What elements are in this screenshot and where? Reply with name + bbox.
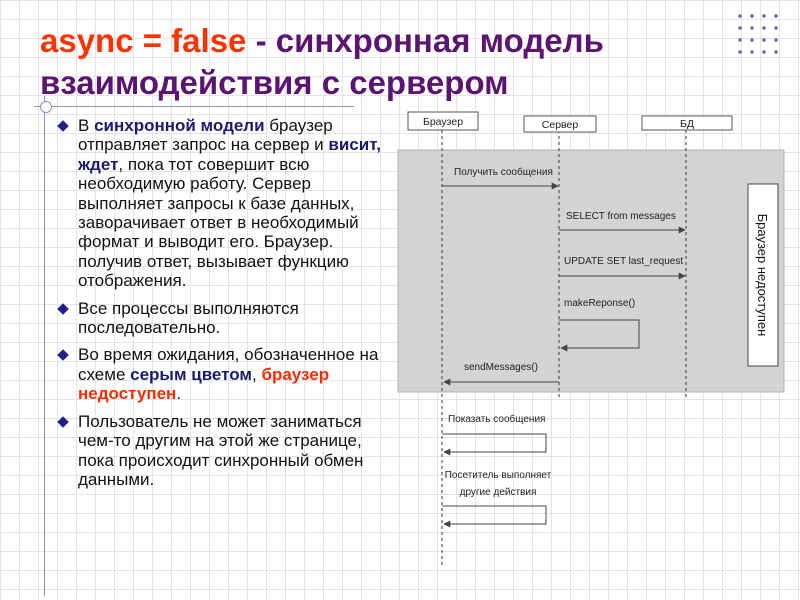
msg-select-label: SELECT from messages	[566, 211, 676, 222]
bullet-text-part: , пока тот совершит всю необходимую работу. Сервер выполняет запросы к базе данных, заворачивает ответ в необходимый формат и выводит его. Браузер. получив ответ, вызывает функцию отображения.	[78, 154, 359, 291]
bullet-text-part: висит, ждет	[78, 135, 381, 174]
msg-show-messages-label: Показать сообщения	[448, 414, 546, 425]
bullet-text-part: В	[78, 116, 95, 135]
actor-db	[642, 116, 732, 130]
msg-send-messages-label: sendMessages()	[464, 362, 538, 373]
bullet-text-part: синхронной модели	[94, 116, 265, 135]
msg-show-messages	[442, 413, 546, 452]
msg-make-response-label: makeReponse()	[564, 298, 636, 309]
bullet-diamond-icon	[57, 303, 69, 315]
msg-visitor-line2: другие действия	[459, 487, 537, 498]
title-rest: - синхронная модель взаимодействия с сервером	[40, 22, 604, 101]
bullet-item	[58, 116, 388, 291]
msg-get-messages-label: Получить сообщения	[454, 167, 553, 178]
bullet-diamond-icon	[57, 120, 69, 132]
bullet-text-part: Во время ожидания, обозначенное на схеме	[78, 345, 379, 384]
msg-visitor-actions	[442, 470, 552, 524]
bullet-item	[58, 299, 388, 338]
bullet-text-part: ,	[252, 364, 262, 384]
actor-server	[524, 116, 596, 132]
sequence-diagram	[392, 98, 790, 578]
msg-visitor-line1: Посетитель выполняет	[444, 470, 552, 481]
bullet-item	[58, 412, 388, 490]
msg-update-label: UPDATE SET last_request	[564, 256, 684, 267]
slide-title	[40, 20, 780, 104]
bullet-diamond-icon	[57, 416, 69, 428]
unavailable-label-box	[748, 184, 778, 366]
actor-db-label: БД	[679, 118, 695, 130]
title-accent: async = false	[40, 22, 247, 59]
bullet-item	[58, 345, 388, 403]
actor-browser	[408, 112, 478, 130]
actor-browser-label: Браузер	[422, 116, 464, 128]
unavailable-label: Браузер недоступен	[755, 213, 770, 337]
frame-line-vertical	[44, 96, 45, 596]
bullet-text-part: серым цветом	[130, 364, 252, 384]
bullet-text-part: Пользователь не может заниматься чем-то другим на этой же странице, пока происходит синхронный обмен данными.	[78, 411, 364, 489]
bullet-text-part: .	[176, 384, 182, 404]
bullet-text-part: Все процессы выполняются последовательно.	[78, 298, 299, 338]
bullet-diamond-icon	[57, 350, 69, 362]
actor-server-label: Сервер	[541, 119, 579, 131]
bullet-list	[58, 116, 388, 497]
bullet-text-part: браузер отправляет запрос на сервер и	[78, 116, 333, 155]
frame-line-horizontal	[34, 106, 354, 107]
bullet-text-part: браузер недоступен	[78, 364, 330, 404]
